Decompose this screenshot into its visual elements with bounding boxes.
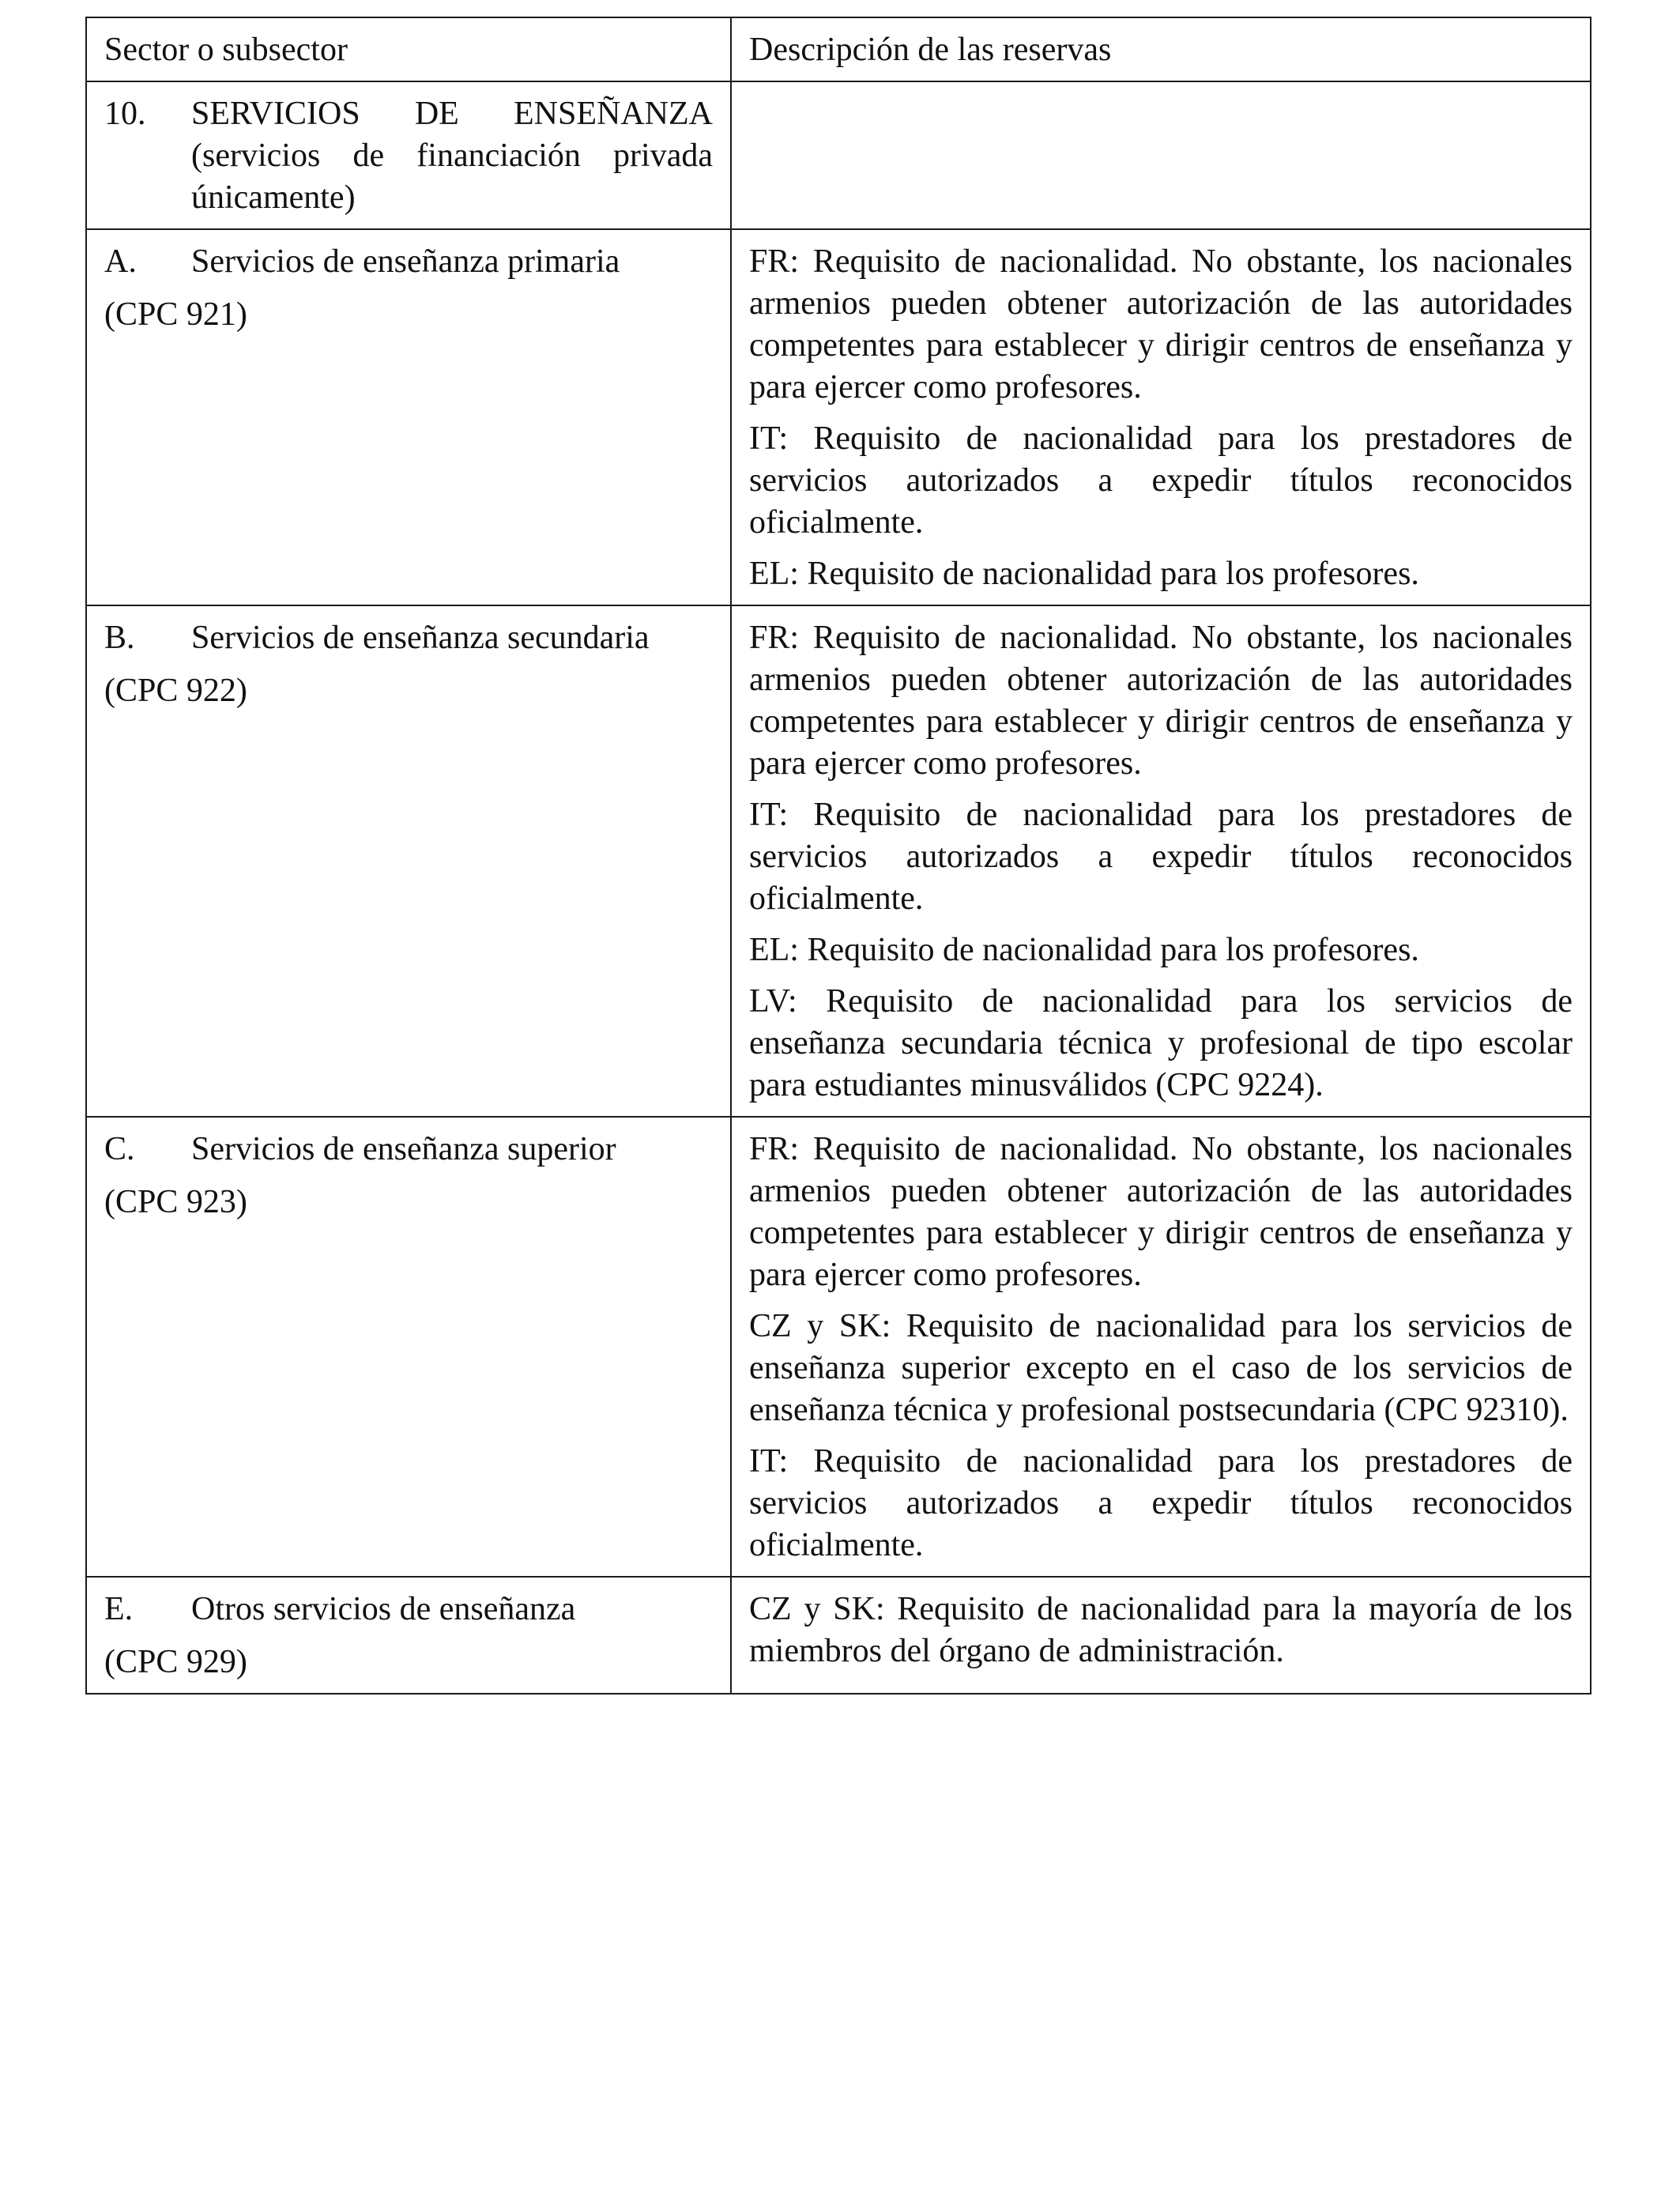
reserve-paragraph: FR: Requisito de nacionalidad. No obstante, los nacionales armenios pueden obtener autorización de las autoridades competentes para establecer y dirigir centros de enseñanza y para ejercer como profesores. <box>749 620 1573 782</box>
cpc-code: (CPC 929) <box>104 1644 247 1680</box>
reserve-paragraph: CZ y SK: Requisito de nacionalidad para la mayoría de los miembros del órgano de administración. <box>749 1591 1573 1669</box>
cpc-code: (CPC 921) <box>104 296 247 333</box>
reserve-paragraph: IT: Requisito de nacionalidad para los prestadores de servicios autorizados a expedir títulos reconocidos oficialmente. <box>749 420 1573 541</box>
sector-cell <box>86 1577 731 1694</box>
reserve-paragraph: CZ y SK: Requisito de nacionalidad para los servicios de enseñanza superior excepto en el caso de los servicios de enseñanza técnica y profesional postsecundaria (CPC 92310). <box>749 1308 1573 1428</box>
reservations-table <box>85 17 1591 1695</box>
reserve-paragraph: FR: Requisito de nacionalidad. No obstante, los nacionales armenios pueden obtener autorización de las autoridades competentes para establecer y dirigir centros de enseñanza y para ejercer como profesores. <box>749 243 1573 405</box>
section-description-cell <box>731 81 1591 229</box>
table-row <box>86 1577 1591 1694</box>
header-sector: Sector o subsector <box>86 17 731 81</box>
section-row <box>86 81 1591 229</box>
sector-name: Servicios de enseñanza superior <box>191 1131 616 1167</box>
sector-letter: B. <box>104 620 135 656</box>
sector-name: Otros servicios de enseñanza <box>191 1591 576 1627</box>
reserve-paragraph: IT: Requisito de nacionalidad para los prestadores de servicios autorizados a expedir títulos reconocidos oficialmente. <box>749 1443 1573 1563</box>
reserve-paragraph: IT: Requisito de nacionalidad para los prestadores de servicios autorizados a expedir títulos reconocidos oficialmente. <box>749 797 1573 917</box>
cpc-code: (CPC 922) <box>104 673 247 709</box>
table-header-row <box>86 17 1591 81</box>
table-row <box>86 229 1591 605</box>
sector-letter: E. <box>104 1591 134 1627</box>
cpc-code: (CPC 923) <box>104 1184 247 1220</box>
reserve-paragraph: EL: Requisito de nacionalidad para los profesores. <box>749 556 1419 592</box>
section-number: 10. <box>104 96 146 132</box>
section-cell <box>86 81 731 229</box>
table-row <box>86 1117 1591 1577</box>
sector-letter: A. <box>104 243 137 280</box>
header-description: Descripción de las reservas <box>731 17 1591 81</box>
description-cell <box>731 1117 1591 1577</box>
reserve-paragraph: FR: Requisito de nacionalidad. No obstante, los nacionales armenios pueden obtener autorización de las autoridades competentes para establecer y dirigir centros de enseñanza y para ejercer como profesores. <box>749 1131 1573 1293</box>
sector-cell <box>86 229 731 605</box>
section-title: SERVICIOS DE ENSEÑANZA (servicios de financiación privada únicamente) <box>191 96 713 216</box>
description-cell <box>731 605 1591 1117</box>
sector-name: Servicios de enseñanza primaria <box>191 243 620 280</box>
table-row <box>86 605 1591 1117</box>
description-cell <box>731 229 1591 605</box>
sector-letter: C. <box>104 1131 135 1167</box>
description-cell <box>731 1577 1591 1694</box>
reserve-paragraph: EL: Requisito de nacionalidad para los profesores. <box>749 932 1419 968</box>
sector-cell <box>86 1117 731 1577</box>
sector-name: Servicios de enseñanza secundaria <box>191 620 650 656</box>
sector-cell <box>86 605 731 1117</box>
reserve-paragraph: LV: Requisito de nacionalidad para los servicios de enseñanza secundaria técnica y profesional de tipo escolar para estudiantes minusválidos (CPC 9224). <box>749 983 1573 1103</box>
